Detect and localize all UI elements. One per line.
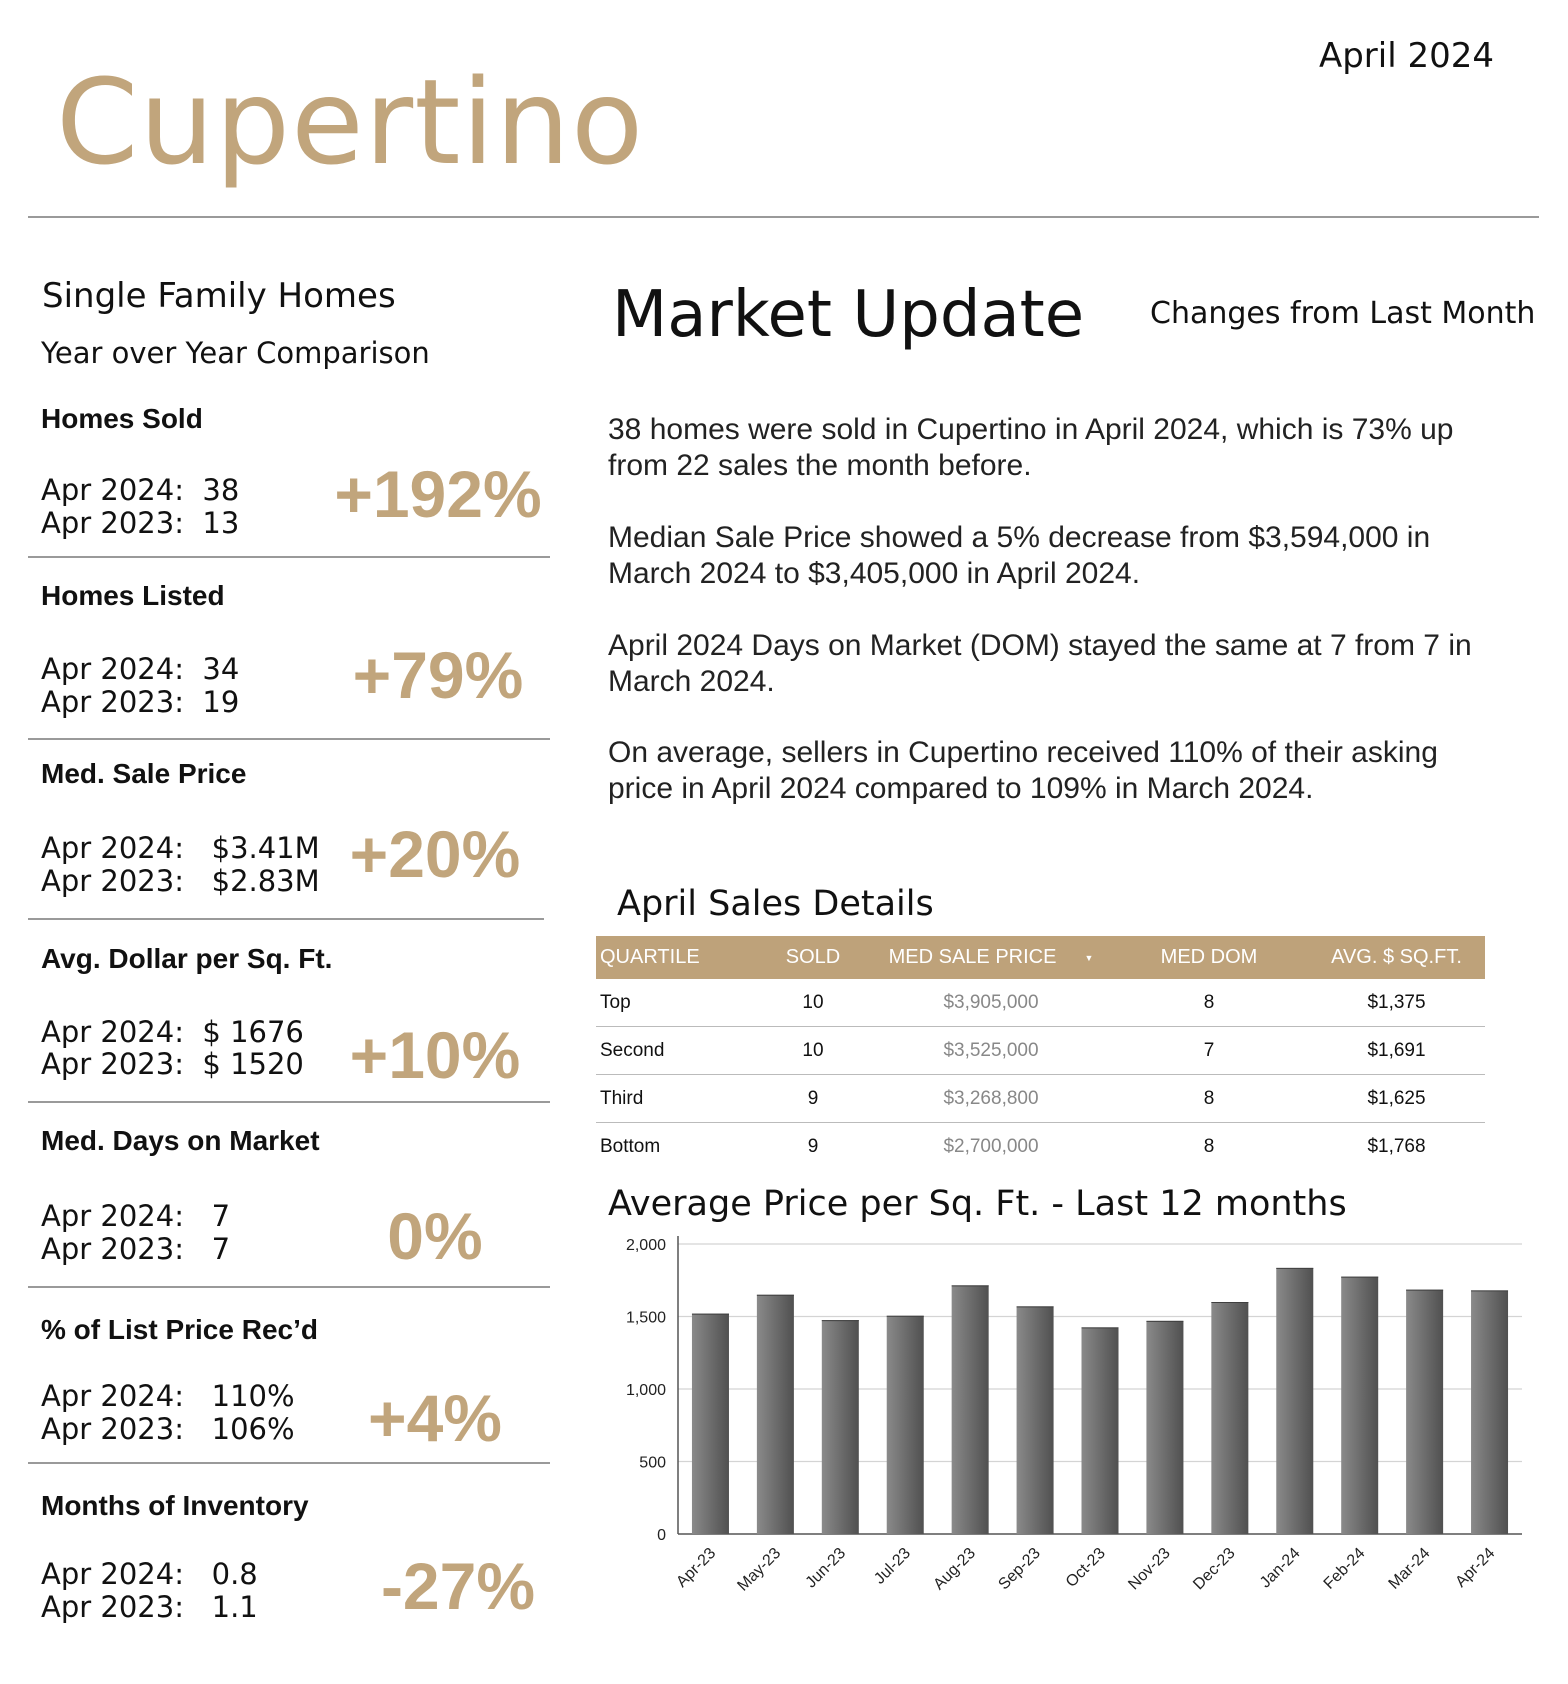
metric-change: 0% — [387, 1199, 483, 1273]
cell-med-dom: 7 — [1110, 1027, 1308, 1075]
cell-med-sale-price: $2,700,000 — [943, 1135, 1039, 1157]
metric-current: Apr 2024: 38 — [41, 473, 240, 507]
section-title: Single Family Homes — [42, 276, 396, 316]
metric-current: Apr 2024: 0.8 — [41, 1557, 258, 1591]
metric-med-sale-price — [28, 752, 544, 920]
sales-details-title: April Sales Details — [617, 884, 934, 924]
x-tick-label: Feb-24 — [1320, 1544, 1369, 1593]
update-paragraph: 38 homes were sold in Cupertino in April 2024, which is 73% up from 22 sales the month before. — [608, 413, 1454, 482]
bar — [757, 1295, 794, 1534]
x-tick-label: Jul-23 — [871, 1544, 915, 1588]
x-tick-label: Apr-24 — [1452, 1544, 1499, 1591]
cell-avg-sqft: $1,375 — [1308, 979, 1485, 1027]
cell-avg-sqft: $1,625 — [1308, 1075, 1485, 1123]
market-update-title: Market Update — [612, 278, 1085, 352]
y-tick-label: 2,000 — [625, 1237, 666, 1254]
x-tick-label: Nov-23 — [1125, 1544, 1174, 1594]
cell-med-sale-price: $3,525,000 — [872, 1027, 1110, 1075]
update-paragraph: Median Sale Price showed a 5% decrease from $3,594,000 in March 2024 to $3,405,000 in April 2024. — [608, 521, 1431, 590]
cell-sold: 10 — [754, 1027, 872, 1075]
cell-quartile: Third — [596, 1075, 754, 1123]
table-header-row — [596, 936, 1485, 979]
bar — [1276, 1268, 1313, 1534]
table-row — [596, 1075, 1485, 1123]
section-subtitle: Year over Year Comparison — [41, 336, 430, 370]
bar — [1081, 1327, 1118, 1534]
metric-med-days-on-market — [28, 1118, 550, 1288]
metric-change: +4% — [368, 1381, 502, 1455]
metric-current: Apr 2024: 110% — [41, 1379, 295, 1413]
bar — [692, 1314, 729, 1534]
x-tick-label: May-23 — [734, 1544, 785, 1595]
metric-change: +10% — [349, 1018, 521, 1092]
cell-avg-sqft: $1,691 — [1308, 1027, 1485, 1075]
chart-title: Average Price per Sq. Ft. - Last 12 months — [608, 1184, 1347, 1224]
cell-med-dom: 8 — [1203, 1135, 1215, 1157]
metric-title: Months of Inventory — [41, 1490, 309, 1521]
report-date: April 2024 — [1318, 36, 1494, 76]
cell-sold: 10 — [754, 979, 872, 1027]
metric-current: Apr 2024: 34 — [41, 652, 240, 686]
sort-arrow-icon[interactable]: ▼ — [1084, 952, 1094, 963]
x-tick-label: Mar-24 — [1385, 1544, 1434, 1593]
column-header[interactable]: QUARTILE — [596, 936, 754, 979]
cell-avg-sqft: $1,768 — [1367, 1135, 1426, 1157]
update-paragraph: April 2024 Days on Market (DOM) stayed the same at 7 from 7 in March 2024. — [608, 629, 1472, 698]
cell-quartile: Top — [596, 979, 754, 1027]
cell-med-sale-price: $3,905,000 — [872, 979, 1110, 1027]
column-header[interactable]: AVG. $ SQ.FT. — [1308, 936, 1485, 979]
x-tick-label: Sep-23 — [995, 1544, 1044, 1594]
metric-months-of-inventory — [28, 1478, 550, 1638]
metric-previous: Apr 2023: 13 — [41, 506, 240, 540]
metric-title: Med. Sale Price — [41, 758, 247, 789]
bar — [887, 1316, 924, 1534]
metric-change: -27% — [380, 1549, 536, 1623]
x-tick-label: Aug-23 — [930, 1544, 979, 1594]
x-tick-label: Apr-23 — [673, 1544, 720, 1591]
bar — [952, 1285, 989, 1534]
update-paragraph: On average, sellers in Cupertino received 110% of their asking price in April 2024 compared to 109% in March 2024. — [608, 736, 1438, 805]
metric-title: Avg. Dollar per Sq. Ft. — [41, 943, 333, 974]
metric-change: +79% — [352, 638, 524, 712]
table-row — [596, 1123, 1485, 1171]
column-header[interactable]: MED DOM — [1110, 936, 1308, 979]
metric-change: +192% — [334, 457, 542, 531]
bar — [1471, 1290, 1508, 1534]
cell-med-dom: 8 — [1110, 979, 1308, 1027]
metric-list-price-received — [28, 1302, 550, 1464]
header-divider — [28, 216, 1539, 218]
metric-previous: Apr 2023: 19 — [41, 685, 240, 719]
y-tick-label: 1,000 — [625, 1382, 666, 1399]
x-tick-label: Dec-23 — [1190, 1544, 1239, 1594]
cell-med-sale-price: $3,268,800 — [872, 1075, 1110, 1123]
cell-quartile: Bottom — [600, 1135, 661, 1157]
column-header-sorted[interactable] — [872, 936, 1110, 979]
metric-title: Homes Sold — [41, 403, 203, 434]
sales-details-table — [596, 936, 1485, 1170]
metric-title: Homes Listed — [41, 580, 225, 611]
metric-current: Apr 2024: $3.41M — [41, 831, 320, 865]
x-tick-label: Oct-23 — [1062, 1544, 1109, 1591]
city-title: Cupertino — [56, 53, 645, 191]
metric-previous: Apr 2023: 106% — [41, 1412, 295, 1446]
cell-sold: 9 — [754, 1075, 872, 1123]
column-header[interactable]: SOLD — [754, 936, 872, 979]
column-header-label: MED SALE PRICE — [888, 946, 1057, 968]
bar — [1406, 1290, 1443, 1534]
changes-label: Changes from Last Month — [1150, 296, 1536, 331]
x-tick-label: Jun-23 — [802, 1544, 850, 1592]
metric-previous: Apr 2023: $ 1520 — [41, 1047, 304, 1081]
table-row — [596, 1027, 1485, 1075]
cell-sold: 9 — [807, 1135, 819, 1157]
metric-change: +20% — [349, 817, 521, 891]
metric-title: Med. Days on Market — [41, 1125, 320, 1156]
bar — [822, 1320, 859, 1534]
avg-price-sqft-chart — [600, 1230, 1540, 1630]
y-tick-label: 0 — [657, 1527, 666, 1544]
bar — [1341, 1277, 1378, 1534]
metric-previous: Apr 2023: 1.1 — [41, 1590, 258, 1624]
cell-quartile: Second — [596, 1027, 754, 1075]
y-tick-label: 500 — [639, 1454, 666, 1472]
x-tick-label: Jan-24 — [1256, 1544, 1304, 1592]
metric-previous: Apr 2023: $2.83M — [41, 864, 320, 898]
bar — [1211, 1302, 1248, 1534]
metric-current: Apr 2024: $ 1676 — [41, 1015, 304, 1049]
bar — [1146, 1321, 1183, 1534]
metric-avg-dollar-sqft — [28, 935, 550, 1103]
metric-homes-sold — [28, 390, 550, 558]
metric-previous: Apr 2023: 7 — [41, 1232, 231, 1266]
metric-title: % of List Price Rec’d — [41, 1314, 318, 1345]
table-row — [596, 979, 1485, 1027]
metric-current: Apr 2024: 7 — [41, 1199, 231, 1233]
cell-med-dom: 8 — [1110, 1075, 1308, 1123]
y-tick-label: 1,500 — [625, 1309, 666, 1327]
bar — [1017, 1306, 1054, 1534]
metric-homes-listed — [28, 570, 550, 740]
